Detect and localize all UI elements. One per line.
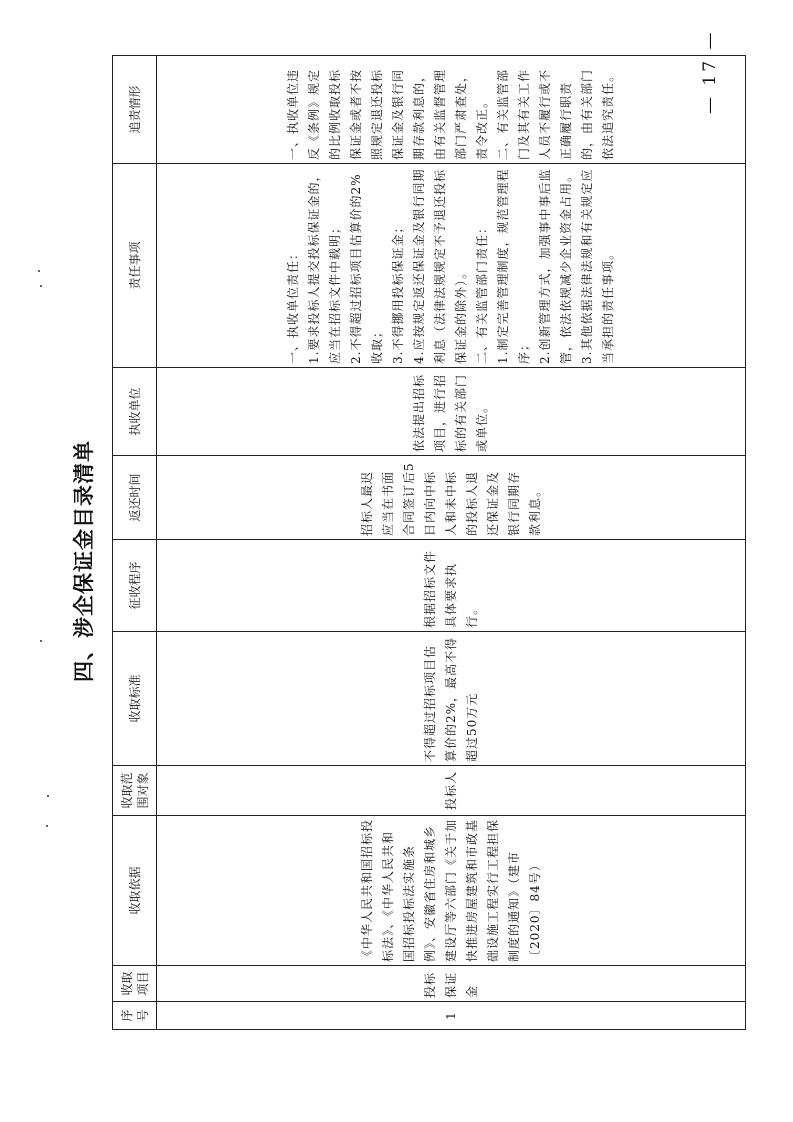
header-accountability: 追责情形	[113, 56, 157, 164]
scan-speck	[38, 270, 40, 272]
responsibility-line: 3.其他依据法律法规和有关规定应当承担的责任事项。	[580, 168, 615, 364]
accountability-line: 二、有关监管部门及其有关工作人员不履行或不正确履行职责的，由有关部门依法追究责任。	[496, 68, 615, 160]
scan-speck	[46, 825, 48, 827]
cell-procedure: 根据招标文件具体要求执行。	[157, 540, 746, 632]
cell-seq: 1	[157, 1002, 746, 1030]
responsibility-line: 1.制定完善管理制度，规范管理程序；	[496, 168, 531, 364]
accountability-line: 一、执收单位违反《条例》规定的比例收取投标保证金或者不按照规定退还投标保证金及银行同期存款利息的，由有关监督管理部门严肃查处，责令改正。	[286, 68, 489, 160]
header-item: 收取项目	[113, 966, 157, 1002]
scan-speck	[40, 640, 42, 642]
header-scope: 收取范围对象	[113, 766, 157, 816]
document-title: 四、涉企保证金目录清单	[72, 440, 96, 682]
cell-accountability	[157, 56, 746, 164]
table-header-row	[113, 56, 157, 1030]
table-row	[157, 56, 746, 1030]
header-seq: 序号	[113, 1002, 157, 1030]
header-collector: 执收单位	[113, 368, 157, 456]
cell-collector: 依法提出招标项目，进行招标的有关部门或单位。	[157, 368, 746, 456]
responsibility-line: 二、有关监管部门责任：	[475, 220, 489, 364]
cell-item: 投标保证金	[157, 966, 746, 1002]
page-number: — 17 —	[700, 29, 720, 114]
cell-responsibility	[157, 164, 746, 368]
responsibility-line: 3.不得挪用投标保证金；	[391, 220, 405, 364]
responsibility-line: 2.不得超过招标项目估算价的2%收取；	[349, 173, 384, 364]
responsibility-line: 1.要求投标人提交投标保证金的，应当在招标文件中载明；	[307, 168, 342, 364]
cell-scope: 投标人	[157, 766, 746, 816]
responsibility-line: 2.创新管理方式，加强事中事后监管，依法依规减少企业资金占用。	[538, 168, 573, 364]
header-procedure: 征收程序	[113, 540, 157, 632]
header-basis: 收取依据	[113, 816, 157, 966]
header-standard: 收取标准	[113, 632, 157, 766]
cell-basis: 《中华人民共和国招标投标法》、《中华人民共和国招标投标法实施条例》、安徽省住房和城乡建设厅等六部门《关于加快推进房屋建筑和市政基础设施工程实行工程担保制度的通知》（建市〔2020〕84号）	[157, 816, 746, 966]
deposit-catalog-table	[112, 55, 746, 1030]
responsibility-line: 4.应按规定返还保证金及银行同期利息（法律法规规定不予退还投标保证金的除外）。	[412, 168, 468, 364]
scan-speck	[40, 285, 42, 287]
cell-refund-time: 招标人最迟应当在书面合同签订后5日内向中标人和未中标的投标人退还保证金及银行同期存款利息。	[157, 456, 746, 540]
header-refund-time: 返还时间	[113, 456, 157, 540]
cell-standard: 不得超过招标项目估算价的2%，最高不得超过50万元	[157, 632, 746, 766]
header-responsibility: 责任事项	[113, 164, 157, 368]
scan-speck	[47, 795, 49, 797]
responsibility-line: 一、执收单位责任：	[286, 246, 300, 364]
